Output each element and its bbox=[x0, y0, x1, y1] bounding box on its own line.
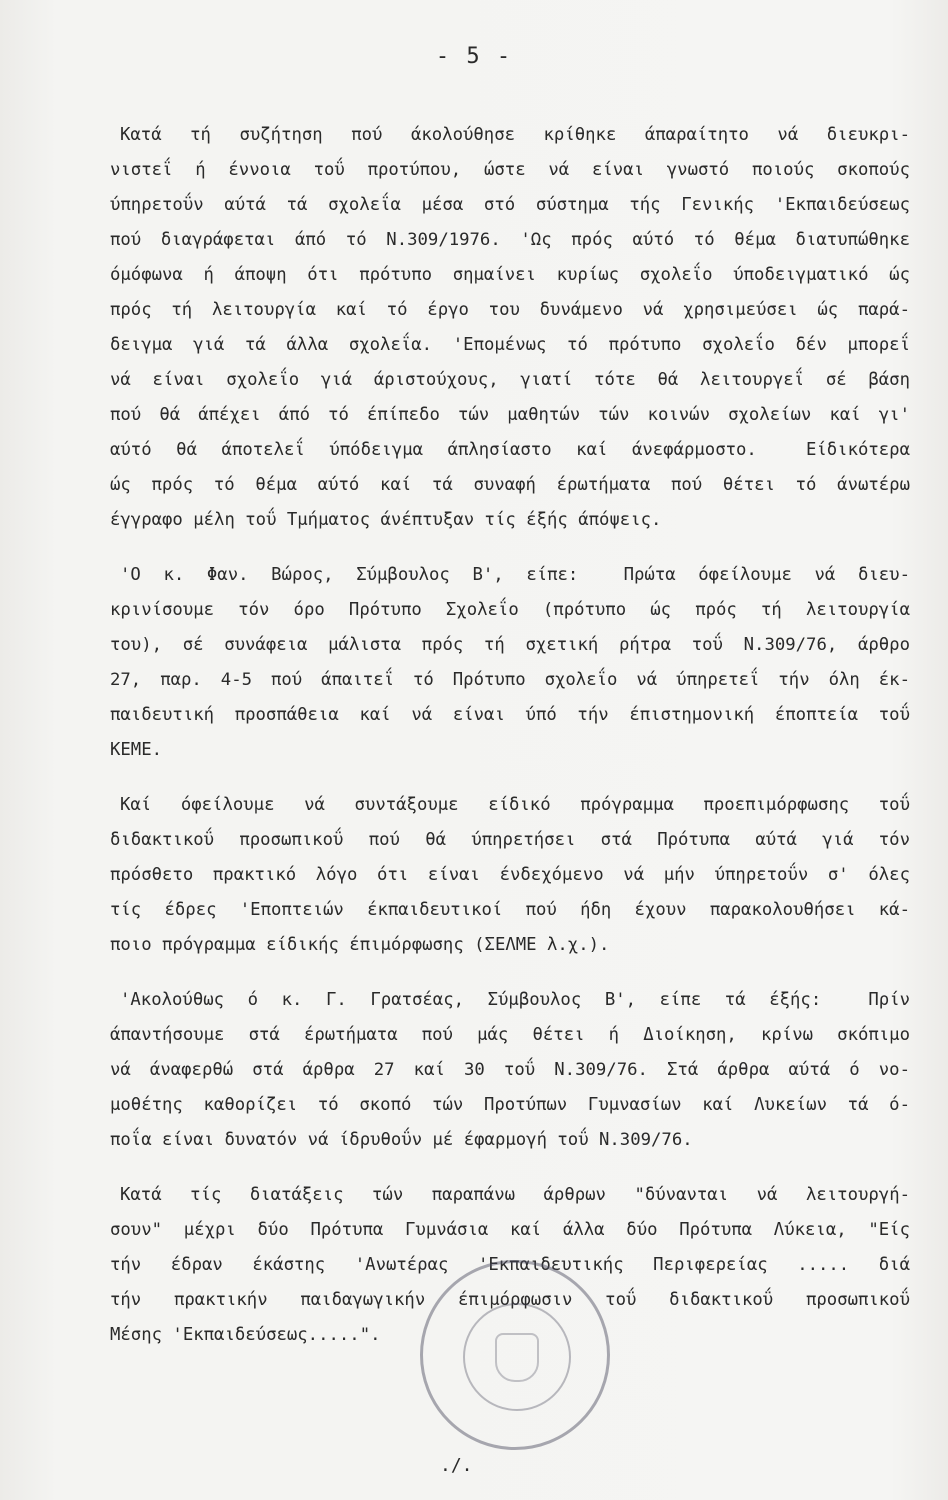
text-line: Καί όφείλουμε νά συντάξουμε είδικό πρόγραμμα προεπιμόρφωσης τοΰ bbox=[120, 795, 910, 815]
text-line: ώς πρός τό θέμα αύτό καί τά συναφή έρωτήματα πού θέτει τό άνωτέρω bbox=[110, 475, 910, 495]
end-mark: ./. bbox=[440, 1455, 473, 1476]
paragraph-voros-statement bbox=[110, 558, 910, 768]
text-line: Κατά τή συζήτηση πού άκολούθησε κρίθηκε άπαραίτητο νά διευκρι- bbox=[120, 125, 910, 145]
seal-inner-ring bbox=[463, 1303, 571, 1411]
seal-emblem-icon bbox=[495, 1333, 539, 1382]
text-line: σουν" μέχρι δύο Πρότυπα Γυμνάσια καί άλλα δύο Πρότυπα Λύκεια, "Είς bbox=[110, 1220, 910, 1240]
text-line: τήν έδραν έκάστης 'Ανωτέρας 'Εκπαιδευτικής Περιφερείας ..... διά bbox=[110, 1255, 910, 1275]
text-line: του), σέ συνάφεια μάλιστα πρός τή σχετική ρήτρα τοΰ Ν.309/76, άρθρο bbox=[110, 635, 910, 655]
text-line: Μέσης 'Εκπαιδεύσεως.....". bbox=[110, 1325, 381, 1345]
text-line: κρινίσουμε τόν όρο Πρότυπο Σχολεΐο (πρότυπο ώς πρός τή λειτουργία bbox=[110, 600, 910, 620]
body-text bbox=[110, 118, 910, 1353]
text-line: νά άναφερθώ στά άρθρα 27 καί 30 τοΰ Ν.309/76. Στά άρθρα αύτά ό νο- bbox=[110, 1060, 910, 1080]
text-line: πού θά άπέχει άπό τό έπίπεδο τών μαθητών τών κοινών σχολείων καί γι' bbox=[110, 405, 910, 425]
text-line: έγγραφο μέλη τοΰ Τμήματος άνέπτυξαν τίς έξής άπόψεις. bbox=[110, 510, 662, 530]
text-line: ποιο πρόγραμμα είδικής έπιμόρφωσης (ΣΕΛΜΕ λ.χ.). bbox=[110, 935, 610, 955]
text-line: ύπηρετοΰν αύτά τά σχολεΐα μέσα στό σύστημα τής Γενικής 'Εκπαιδεύσεως bbox=[110, 195, 910, 215]
text-line: 'Ο κ. Φαν. Βώρος, Σύμβουλος Β', είπε: Πρώτα όφείλουμε νά διευ- bbox=[120, 565, 910, 585]
text-line: πού διαγράφεται άπό τό Ν.309/1976. 'Ως πρός αύτό τό θέμα διατυπώθηκε bbox=[110, 230, 910, 250]
text-line: πρόσθετο πρακτικό λόγο ότι είναι ένδεχόμενο νά μήν ύπηρετοΰν σ' όλες bbox=[110, 865, 910, 885]
text-line: τήν πρακτικήν παιδαγωγικήν έπιμόρφωσιν τοΰ διδακτικοΰ προσωπικοΰ bbox=[110, 1290, 910, 1310]
text-line: Κατά τίς διατάξεις τών παραπάνω άρθρων "δύνανται νά λειτουργή- bbox=[120, 1185, 910, 1205]
official-seal-stamp bbox=[420, 1260, 610, 1450]
paragraph-concept-of-model-school bbox=[110, 118, 910, 538]
text-line: άπαντήσουμε στά έρωτήματα πού μάς θέτει ή Διοίκηση, κρίνω σκόπιμο bbox=[110, 1025, 910, 1045]
text-line: ποΐα είναι δυνατόν νά ίδρυθοΰν μέ έφαρμογή τοΰ Ν.309/76. bbox=[110, 1130, 693, 1150]
text-line: 27, παρ. 4-5 πού άπαιτεΐ τό Πρότυπο σχολεΐο νά ύπηρετεΐ τήν όλη έκ- bbox=[110, 670, 910, 690]
text-line: ΚΕΜΕ. bbox=[110, 740, 163, 760]
text-line: 'Ακολούθως ό κ. Γ. Γρατσέας, Σύμβουλος Β', είπε τά έξής: Πρίν bbox=[120, 990, 910, 1010]
text-line: δειγμα γιά τά άλλα σχολεΐα. 'Επομένως τό πρότυπο σχολεΐο δέν μπορεΐ bbox=[110, 335, 910, 355]
text-line: τίς έδρες 'Εποπτειών έκπαιδευτικοί πού ήδη έχουν παρακολουθήσει κά- bbox=[110, 900, 910, 920]
text-line: μοθέτης καθορίζει τό σκοπό τών Προτύπων Γυμνασίων καί Λυκείων τά ό- bbox=[110, 1095, 910, 1115]
paragraph-training-program bbox=[110, 788, 910, 963]
paragraph-gratseas-statement bbox=[110, 983, 910, 1158]
text-line: πρός τή λειτουργία καί τό έργο του δυνάμενο νά χρησιμεύσει ώς παρά- bbox=[110, 300, 910, 320]
text-line: όμόφωνα ή άποψη ότι πρότυπο σημαίνει κυρίως σχολεΐο ύποδειγματικό ώς bbox=[110, 265, 910, 285]
text-line: νιστεΐ ή έννοια τοΰ προτύπου, ώστε νά είναι γνωστό ποιούς σκοπούς bbox=[110, 160, 910, 180]
text-line: διδακτικοΰ προσωπικοΰ πού θά ύπηρετήσει στά Πρότυπα αύτά γιά τόν bbox=[110, 830, 910, 850]
page-number: - 5 - bbox=[435, 44, 513, 69]
text-line: παιδευτική προσπάθεια καί νά είναι ύπό τήν έπιστημονική έποπτεία τοΰ bbox=[110, 705, 910, 725]
text-line: νά είναι σχολεΐο γιά άριστούχους, γιατί τότε θά λειτουργεΐ σέ βάση bbox=[110, 370, 910, 390]
text-line: αύτό θά άποτελεΐ ύπόδειγμα άπλησίαστο καί άνεφάρμοστο. Είδικότερα bbox=[110, 440, 910, 460]
